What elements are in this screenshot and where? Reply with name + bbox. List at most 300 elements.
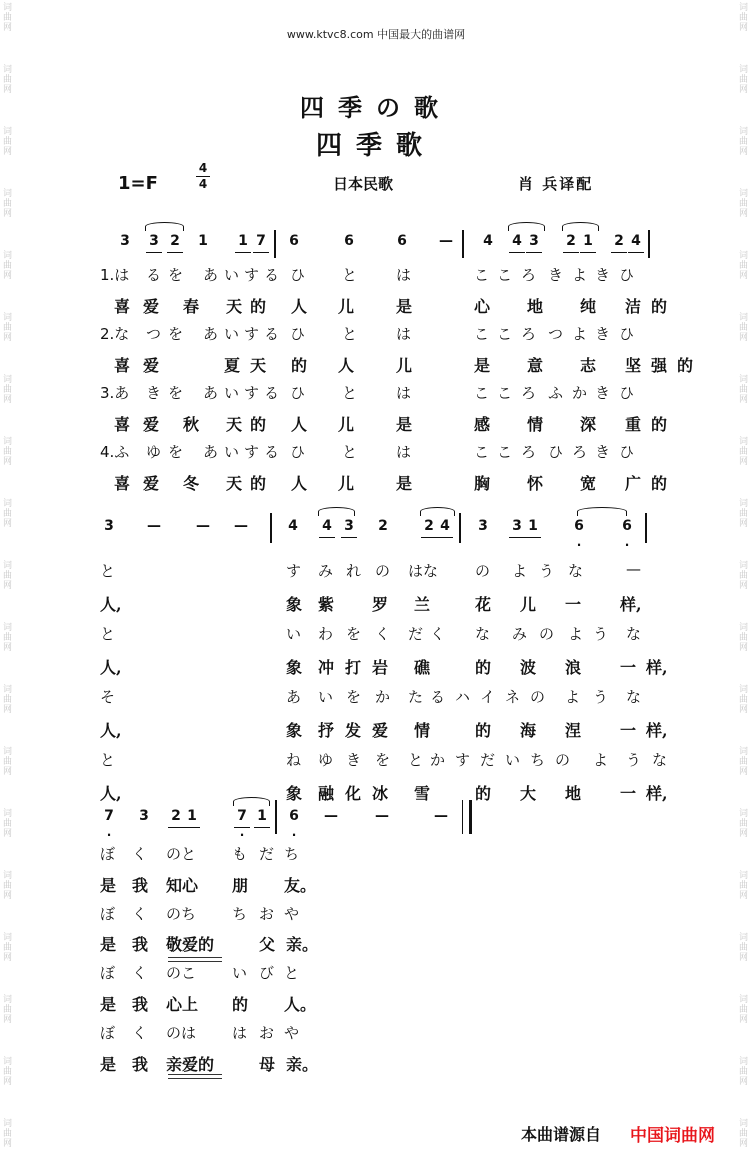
lyric-chinese: 宽 xyxy=(580,474,597,493)
lyric-chinese: 感 xyxy=(474,415,491,434)
lyric-japanese: ひ xyxy=(290,384,306,402)
watermark-text: 词曲网 xyxy=(737,498,747,528)
note-underline xyxy=(184,827,200,828)
watermark-text: 词曲网 xyxy=(737,126,747,156)
note-value: 1 xyxy=(257,808,267,824)
lyric-chinese: 是 xyxy=(396,474,413,493)
score-note xyxy=(618,518,636,552)
score-note xyxy=(284,518,302,534)
score-note xyxy=(285,233,303,249)
lyric-japanese: み xyxy=(512,625,528,643)
lyric-chinese: 样, xyxy=(646,784,668,803)
slur-mark xyxy=(233,797,270,806)
lyric-chinese: 儿 xyxy=(520,595,537,614)
score-note xyxy=(627,233,645,249)
lyric-japanese: あ xyxy=(203,266,219,284)
lyric-japanese: ひ xyxy=(619,443,635,461)
lyric-chinese: 秋 xyxy=(183,415,200,434)
lyric-japanese: あ xyxy=(203,384,219,402)
emphasis-underline xyxy=(168,961,222,962)
octave-dot: · xyxy=(291,828,297,842)
score-note xyxy=(508,233,526,249)
lyric-japanese: ろ xyxy=(521,443,537,461)
bar-line xyxy=(275,800,277,834)
note-value: 2 xyxy=(424,518,434,534)
lyric-chinese: 是 xyxy=(100,876,117,895)
watermark-text: 词曲网 xyxy=(737,994,747,1024)
lyric-japanese: だ xyxy=(259,845,275,863)
lyric-japanese: お xyxy=(259,905,275,923)
note-underline xyxy=(580,252,596,253)
lyric-japanese: ひ xyxy=(548,443,564,461)
watermark-text: 词曲网 xyxy=(737,250,747,280)
song-origin: 日本民歌 xyxy=(333,175,394,193)
lyric-japanese: よ xyxy=(568,625,584,643)
lyric-japanese: の xyxy=(530,688,546,706)
lyric-japanese: た xyxy=(408,688,424,706)
lyric-chinese: 纯 xyxy=(580,297,597,316)
watermark-text: 词曲网 xyxy=(1,870,11,900)
lyric-japanese: う xyxy=(626,751,642,769)
watermark-text: 词曲网 xyxy=(737,808,747,838)
lyric-japanese: な xyxy=(652,751,668,769)
note-underline xyxy=(628,252,644,253)
note-value: — xyxy=(147,518,161,534)
lyric-japanese: き xyxy=(595,443,611,461)
lyric-japanese: う xyxy=(593,688,609,706)
lyric-japanese: な xyxy=(475,625,491,643)
note-value: 3 xyxy=(120,233,130,249)
lyric-chinese: 地 xyxy=(565,784,582,803)
arranger: 肖 兵译配 xyxy=(518,175,594,193)
note-value: 6 xyxy=(289,233,299,249)
slur-mark xyxy=(145,222,184,231)
lyric-japanese: ろ xyxy=(521,384,537,402)
lyric-japanese: き xyxy=(346,751,362,769)
lyric-chinese: 人。 xyxy=(284,995,317,1014)
lyric-chinese: 父 xyxy=(259,935,276,954)
score-note xyxy=(234,233,252,249)
lyric-japanese: き xyxy=(595,325,611,343)
note-value: 6 xyxy=(344,233,354,249)
lyric-japanese: や xyxy=(284,1024,300,1042)
lyric-chinese: 的 xyxy=(250,297,267,316)
note-value: 1 xyxy=(528,518,538,534)
lyric-japanese: のは xyxy=(166,1024,197,1042)
watermark-text: 词曲网 xyxy=(737,684,747,714)
title-chinese: 四季歌 xyxy=(315,131,436,161)
note-value: 4 xyxy=(440,518,450,534)
lyric-japanese: う xyxy=(593,625,609,643)
watermark-text: 词曲网 xyxy=(1,498,11,528)
note-value: — xyxy=(439,233,453,249)
score-note xyxy=(562,233,580,249)
lyric-japanese: す xyxy=(455,751,471,769)
lyric-chinese: 一 xyxy=(620,784,637,803)
lyric-chinese: 象 xyxy=(286,721,303,740)
lyric-japanese: ひ xyxy=(290,443,306,461)
lyric-japanese: はな xyxy=(408,562,439,580)
note-underline xyxy=(319,537,335,538)
lyric-japanese: ひ xyxy=(619,384,635,402)
score-note xyxy=(340,233,358,249)
score-note xyxy=(194,518,212,534)
watermark-text: 词曲网 xyxy=(1,746,11,776)
watermark-left xyxy=(0,0,16,1169)
lyric-chinese: 冰 xyxy=(372,784,389,803)
lyric-chinese: 样, xyxy=(646,658,668,677)
lyric-chinese: 喜 xyxy=(114,356,131,375)
lyric-japanese: く xyxy=(375,625,391,643)
watermark-text: 词曲网 xyxy=(1,684,11,714)
lyric-japanese: る xyxy=(430,688,446,706)
lyric-chinese: 天 xyxy=(226,474,243,493)
octave-dot: · xyxy=(624,538,630,552)
lyric-japanese: よ xyxy=(593,751,609,769)
lyric-chinese: 一 xyxy=(565,595,582,614)
lyric-japanese: か xyxy=(430,751,446,769)
lyric-chinese: 志 xyxy=(580,356,597,375)
note-value: 2 xyxy=(170,233,180,249)
lyric-japanese: は xyxy=(396,443,412,461)
lyric-japanese: る xyxy=(264,266,280,284)
watermark-text: 词曲网 xyxy=(1,994,11,1024)
lyric-chinese: 人 xyxy=(338,356,355,375)
lyric-chinese: 怀 xyxy=(527,474,544,493)
lyric-chinese: 的 xyxy=(250,474,267,493)
score-note xyxy=(579,233,597,249)
lyric-chinese: 是 xyxy=(100,1055,117,1074)
note-underline xyxy=(253,252,269,253)
lyric-japanese: つ xyxy=(548,325,564,343)
lyric-chinese: 一 xyxy=(620,721,637,740)
lyric-chinese: 心上 xyxy=(166,995,199,1014)
note-underline xyxy=(421,537,437,538)
lyric-chinese: 知心 xyxy=(166,876,199,895)
lyric-chinese: 样, xyxy=(646,721,668,740)
lyric-chinese: 的 xyxy=(651,474,668,493)
lyric-chinese: 友。 xyxy=(284,876,317,895)
lyric-japanese: のこ xyxy=(166,964,197,982)
lyric-japanese: と xyxy=(100,562,116,580)
lyric-chinese: 人, xyxy=(100,658,122,677)
lyric-chinese: 是 xyxy=(396,415,413,434)
lyric-japanese: ネ xyxy=(505,688,521,706)
watermark-text: 词曲网 xyxy=(1,1056,11,1086)
score-note xyxy=(116,233,134,249)
watermark-text: 词曲网 xyxy=(1,1118,11,1148)
lyric-japanese: お xyxy=(259,1024,275,1042)
lyric-chinese: 人, xyxy=(100,595,122,614)
lyric-chinese: 的 xyxy=(651,415,668,434)
watermark-text: 词曲网 xyxy=(737,2,747,32)
note-value: 6 xyxy=(622,518,632,534)
lyric-japanese: のと xyxy=(166,845,197,863)
lyric-japanese: こ xyxy=(474,384,490,402)
note-value: — xyxy=(196,518,210,534)
watermark-text: 词曲网 xyxy=(1,932,11,962)
score-note xyxy=(194,233,212,249)
lyric-japanese: す xyxy=(244,325,260,343)
slur-mark xyxy=(318,507,355,516)
lyric-japanese: と xyxy=(342,266,358,284)
note-value: 6 xyxy=(289,808,299,824)
lyric-chinese: 人, xyxy=(100,784,122,803)
note-value: 3 xyxy=(529,233,539,249)
watermark-text: 词曲网 xyxy=(737,188,747,218)
lyric-japanese: 2.な xyxy=(100,325,130,343)
lyric-japanese: ろ xyxy=(521,266,537,284)
score-note xyxy=(479,233,497,249)
lyric-chinese: 我 xyxy=(132,935,149,954)
octave-dot: · xyxy=(106,828,112,842)
watermark-text: 词曲网 xyxy=(1,622,11,652)
lyric-japanese: る xyxy=(264,443,280,461)
note-value: 4 xyxy=(322,518,332,534)
lyric-japanese: のち xyxy=(166,905,197,923)
lyric-chinese: 礁 xyxy=(414,658,431,677)
lyric-japanese: ハ xyxy=(455,688,471,706)
note-value: 2 xyxy=(566,233,576,249)
lyric-chinese: 天 xyxy=(250,356,267,375)
score-note xyxy=(183,808,201,824)
score-note xyxy=(610,233,628,249)
lyric-chinese: 深 xyxy=(580,415,597,434)
bar-line xyxy=(274,230,276,258)
note-value: 1 xyxy=(187,808,197,824)
lyric-japanese: こ xyxy=(474,325,490,343)
lyric-japanese: と xyxy=(284,964,300,982)
lyric-japanese: ち xyxy=(232,905,248,923)
lyric-chinese: 天 xyxy=(226,297,243,316)
lyric-chinese: 情 xyxy=(414,721,431,740)
lyric-japanese: ひ xyxy=(619,266,635,284)
footer-source: 本曲谱源自 xyxy=(521,1125,602,1144)
lyric-chinese: 大 xyxy=(520,784,537,803)
lyric-chinese: 浪 xyxy=(565,658,582,677)
lyric-chinese: 我 xyxy=(132,876,149,895)
watermark-text: 词曲网 xyxy=(737,622,747,652)
lyric-japanese: よ xyxy=(565,688,581,706)
note-underline xyxy=(341,537,357,538)
watermark-text: 词曲网 xyxy=(1,126,11,156)
octave-dot: · xyxy=(239,828,245,842)
watermark-text: 词曲网 xyxy=(737,436,747,466)
lyric-japanese: あ xyxy=(286,688,302,706)
lyric-japanese: い xyxy=(224,266,240,284)
note-underline xyxy=(525,537,541,538)
lyric-japanese: と xyxy=(100,751,116,769)
lyric-japanese: か xyxy=(572,384,588,402)
lyric-chinese: 的 xyxy=(250,415,267,434)
note-value: 4 xyxy=(483,233,493,249)
lyric-chinese: 岩 xyxy=(372,658,389,677)
note-underline xyxy=(437,537,453,538)
note-value: 3 xyxy=(139,808,149,824)
score-note xyxy=(393,233,411,249)
lyric-japanese: だ xyxy=(408,625,424,643)
lyric-japanese: を xyxy=(346,625,362,643)
lyric-japanese: る xyxy=(146,266,162,284)
note-underline xyxy=(611,252,627,253)
watermark-text: 词曲网 xyxy=(737,746,747,776)
lyric-japanese: の xyxy=(555,751,571,769)
note-underline xyxy=(235,252,251,253)
score-note xyxy=(135,808,153,824)
lyric-chinese: 的 xyxy=(651,297,668,316)
lyric-chinese: 样, xyxy=(620,595,642,614)
lyric-chinese: 雪 xyxy=(414,784,431,803)
score-note xyxy=(322,808,340,824)
lyric-chinese: 涅 xyxy=(565,721,582,740)
lyric-japanese: イ xyxy=(480,688,496,706)
lyric-japanese: は xyxy=(396,384,412,402)
score-note xyxy=(437,233,455,249)
slur-mark xyxy=(562,222,599,231)
note-value: — xyxy=(234,518,248,534)
lyric-chinese: 象 xyxy=(286,784,303,803)
lyric-japanese: す xyxy=(244,266,260,284)
lyric-chinese: 朋 xyxy=(232,876,249,895)
lyric-japanese: を xyxy=(168,266,184,284)
lyric-japanese: を xyxy=(375,751,391,769)
lyric-chinese: 爱 xyxy=(143,415,160,434)
lyric-chinese: 波 xyxy=(520,658,537,677)
lyric-chinese: 的 xyxy=(475,658,492,677)
watermark-text: 词曲网 xyxy=(737,1056,747,1086)
lyric-chinese: 化 xyxy=(345,784,362,803)
lyric-chinese: 亲。 xyxy=(286,1055,319,1074)
lyric-japanese: ぼ xyxy=(100,845,116,863)
note-value: 6 xyxy=(574,518,584,534)
watermark-text: 词曲网 xyxy=(1,374,11,404)
lyric-japanese: い xyxy=(318,688,334,706)
note-value: — xyxy=(375,808,389,824)
score-note xyxy=(145,233,163,249)
note-value: 3 xyxy=(478,518,488,534)
watermark-text: 词曲网 xyxy=(1,436,11,466)
title-japanese: 四季の歌 xyxy=(300,93,452,122)
lyric-japanese: こ xyxy=(497,443,513,461)
note-value: 4 xyxy=(512,233,522,249)
note-value: 7 xyxy=(256,233,266,249)
lyric-japanese: は xyxy=(232,1024,248,1042)
score-note xyxy=(253,808,271,824)
note-underline xyxy=(254,827,270,828)
lyric-japanese: い xyxy=(224,443,240,461)
lyric-japanese: ふ xyxy=(548,384,564,402)
score-note xyxy=(318,518,336,534)
lyric-japanese: い xyxy=(224,384,240,402)
note-value: 6 xyxy=(397,233,407,249)
lyric-japanese: は xyxy=(396,325,412,343)
lyric-chinese: 抒 xyxy=(318,721,335,740)
note-underline xyxy=(146,252,162,253)
time-top: 4 xyxy=(198,161,208,175)
lyric-japanese: よ xyxy=(572,325,588,343)
score-note xyxy=(474,518,492,534)
lyric-japanese: ゆ xyxy=(318,751,334,769)
lyric-japanese: れ xyxy=(346,562,362,580)
note-underline xyxy=(509,252,525,253)
lyric-japanese: く xyxy=(132,1024,148,1042)
slur-mark xyxy=(508,222,545,231)
lyric-japanese: こ xyxy=(497,325,513,343)
lyric-chinese: 打 xyxy=(345,658,362,677)
lyric-japanese: ひ xyxy=(619,325,635,343)
score-note xyxy=(432,808,450,824)
bar-line xyxy=(462,230,464,258)
lyric-japanese: す xyxy=(244,443,260,461)
lyric-chinese: 我 xyxy=(132,1055,149,1074)
lyric-chinese: 地 xyxy=(527,297,544,316)
note-underline xyxy=(526,252,542,253)
watermark-text: 词曲网 xyxy=(1,64,11,94)
lyric-chinese: 人 xyxy=(291,415,308,434)
lyric-chinese: 亲。 xyxy=(286,935,319,954)
lyric-japanese: の xyxy=(539,625,555,643)
note-value: 2 xyxy=(378,518,388,534)
lyric-japanese: ゆ xyxy=(146,443,162,461)
lyric-japanese: わ xyxy=(318,625,334,643)
watermark-text: 词曲网 xyxy=(737,312,747,342)
lyric-japanese: い xyxy=(505,751,521,769)
lyric-chinese: 的 xyxy=(677,356,694,375)
lyric-japanese: — xyxy=(626,560,641,578)
lyric-chinese: 紫 xyxy=(318,595,335,614)
lyric-japanese: ひ xyxy=(290,325,306,343)
note-value: 4 xyxy=(631,233,641,249)
lyric-japanese: な xyxy=(626,625,642,643)
lyric-japanese: を xyxy=(168,325,184,343)
lyric-japanese: あ xyxy=(203,325,219,343)
lyric-japanese: も xyxy=(232,845,248,863)
lyric-japanese: と xyxy=(342,384,358,402)
lyric-chinese: 融 xyxy=(318,784,335,803)
lyric-japanese: な xyxy=(568,562,584,580)
emphasis-underline xyxy=(168,1074,222,1075)
lyric-chinese: 重 xyxy=(625,415,642,434)
note-value: 3 xyxy=(104,518,114,534)
emphasis-underline xyxy=(168,1078,222,1079)
score-note xyxy=(100,518,118,534)
lyric-japanese: き xyxy=(595,266,611,284)
watermark-text: 词曲网 xyxy=(1,250,11,280)
lyric-japanese: の xyxy=(475,562,491,580)
score-note xyxy=(340,518,358,534)
lyric-japanese: つ xyxy=(146,325,162,343)
lyric-chinese: 爱 xyxy=(143,474,160,493)
lyric-japanese: ね xyxy=(286,751,302,769)
lyric-japanese: あ xyxy=(203,443,219,461)
note-value: 7 xyxy=(104,808,114,824)
lyric-chinese: 坚 xyxy=(625,356,642,375)
octave-dot: · xyxy=(576,538,582,552)
lyric-chinese: 发 xyxy=(345,721,362,740)
lyric-chinese: 爱 xyxy=(143,356,160,375)
lyric-chinese: 敬爱的 xyxy=(166,935,215,954)
key-signature: 1=F xyxy=(118,173,158,194)
time-signature xyxy=(196,162,210,191)
note-underline xyxy=(168,827,184,828)
lyric-japanese: こ xyxy=(474,266,490,284)
note-value: 7 xyxy=(237,808,247,824)
note-underline xyxy=(563,252,579,253)
score-note xyxy=(166,233,184,249)
lyric-chinese: 天 xyxy=(226,415,243,434)
watermark-text: 词曲网 xyxy=(1,808,11,838)
lyric-chinese: 人, xyxy=(100,721,122,740)
